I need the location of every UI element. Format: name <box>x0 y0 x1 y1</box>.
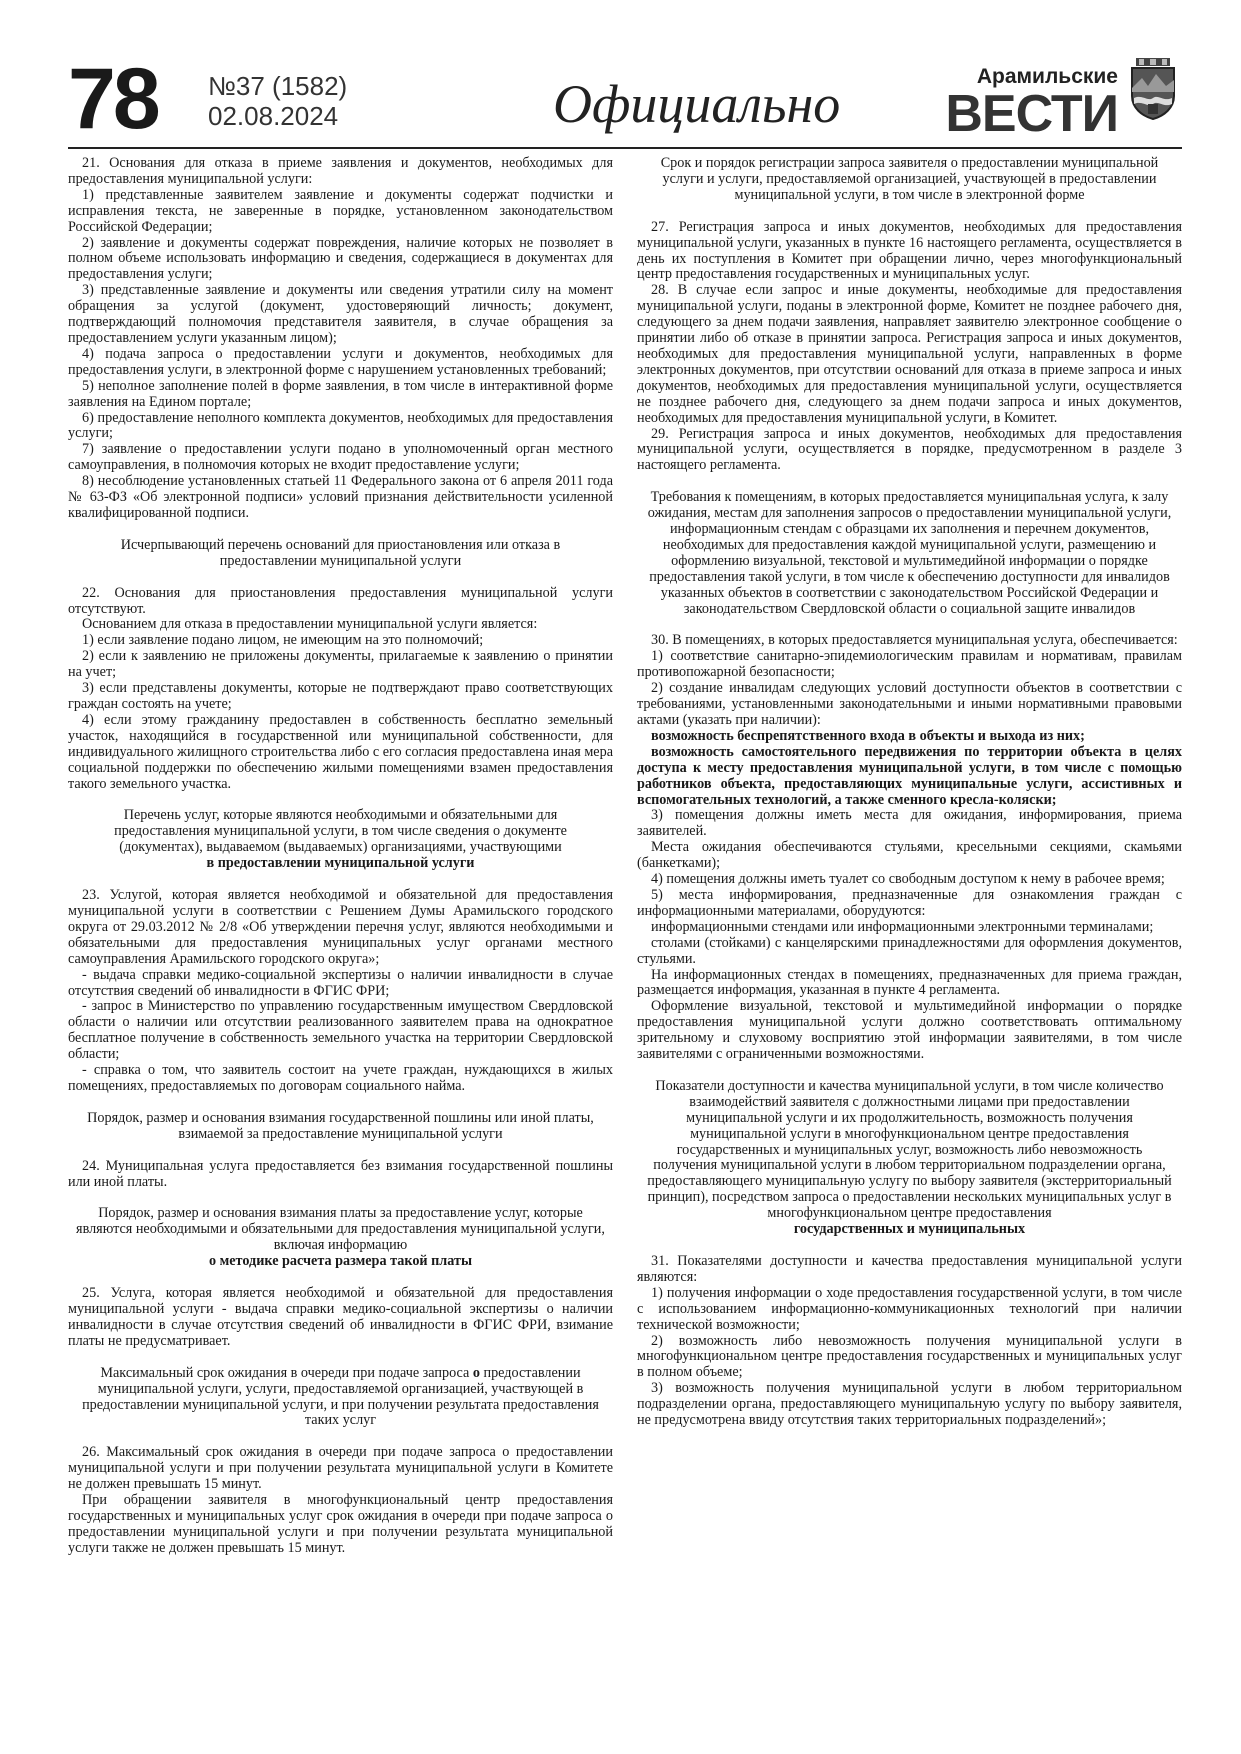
right-column <box>637 156 1182 1716</box>
paragraph-28: 28. В случае если запрос и иные документы, необходимые для предоставления муниципальной услуги, поданы в электронной форме, Комитет не позднее рабочего дня, следующего за днем подачи заявления, направляет заявителю электронное сообщение о принятии либо об отказе в принятии запроса. Регистрация запроса и иных документов, необходимых для предоставления муниципальной услуги, направленных в форме электронных документов, при отсутствии оснований для отказа в приеме запроса и иных документов, необходимых для предоставления муниципальной услуги, осуществляется не позднее рабочего дня, следующего за днем подачи запроса и иных документов, необходимых для предоставления муниципальной услуги, в Комитет. <box>637 282 1182 426</box>
page-number: 78 <box>68 51 158 147</box>
issue-date: 02.08.2024 <box>208 101 339 131</box>
logo-top-text: Арамильские <box>976 65 1118 88</box>
paragraph-23-item-2: - запрос в Министерство по управлению государственным имуществом Свердловской области о наличии или отсутствии реализованного заявителем права на однократное бесплатное получение в собственность земельного участка на территории Свердловской области; <box>68 998 613 1063</box>
paragraph-29: 29. Регистрация запроса и иных документов, необходимых для предоставления муниципальной услуги, осуществляется в порядке, предусмотренном в разделе 3 настоящего регламента. <box>637 425 1182 474</box>
newspaper-logo <box>945 58 1118 143</box>
heading-quality-indicators-text: Показатели доступности и качества муниципальной услуги, в том числе количество взаимодействий заявителя с должностными лицами при предоставлении муниципальной услуги и их продолжительность, возможность получения муниципальной услуги в многофункциональном центре предоставления государственных и муниципальных услуг, возможность либо невозможность получения муниципальной услуги в любом территориальном подразделении органа, предоставляющего муниципальную услугу по выбору заявителя (экстерриториальный принцип), посредством запроса о предоставлении нескольких муниципальных услуг в многофункциональном центре предоставления <box>647 1077 1172 1222</box>
heading-registration: Срок и порядок регистрации запроса заявителя о предоставлении муниципальной услуги и услуги, предоставляемой организацией, участвующей в предоставлении муниципальной услуги, в том числе в электронной форме <box>660 156 1159 203</box>
paragraph-30-item-2: 2) создание инвалидам следующих условий доступности объектов в соответствии с требованиями, установленными законодательными и иными нормативными правовыми актами (указать при наличии): <box>637 680 1182 728</box>
paragraph-21-item-8: 8) несоблюдение установленных статьей 11 Федерального закона от 6 апреля 2011 года № 63-ФЗ «Об электронной подписи» условий признания действительности усиленной квалифицированной подписи. <box>68 473 613 521</box>
heading-fee-calculation-bold: о методике расчета размера такой платы <box>208 1253 473 1270</box>
paragraph-23: 23. Услугой, которая является необходимой и обязательной для предоставления муниципальной услуги в соответствии с Решением Думы Арамильского городского округа от 29.03.2012 № 2/8 «Об утверждении перечня услуг, являются необходимыми и обязательными для предоставления муниципальных услуг органами местного самоуправления Арамильского городского округа»; <box>68 887 613 967</box>
paragraph-22-item-1: 1) если заявление подано лицом, не имеющим на это полномочий; <box>82 632 484 649</box>
logo-bottom-text: ВЕСТИ <box>945 85 1118 143</box>
heading-fee-calculation <box>76 1206 605 1270</box>
paragraph-30-accessibility-1: возможность беспрепятственного входа в объекты и выхода из них; <box>651 727 1085 744</box>
paragraph-21: 21. Основания для отказа в приеме заявления и документов, необходимых для предоставления муниципальной услуги: <box>68 156 613 187</box>
left-column <box>68 156 613 1716</box>
paragraph-31: 31. Показателями доступности и качества предоставления муниципальной услуги являются: <box>637 1253 1182 1285</box>
paragraph-21-item-6: 6) предоставление неполного комплекта документов, необходимых для предоставления услуги; <box>68 409 613 442</box>
paragraph-22-item-3: 3) если представлены документы, которые не подтверждают право соответствующих граждан состоять на учете; <box>68 680 613 712</box>
paragraph-30-item-5: 5) места информирования, предназначенные для ознакомления граждан с информационными материалами, оборудуются: <box>637 886 1182 919</box>
page-header <box>68 52 1182 147</box>
paragraph-31-item-1: 1) получения информации о ходе предоставления государственной услуги, в том числе с использованием информационно-коммуникационных технологий при наличии технической возможности; <box>637 1284 1182 1333</box>
paragraph-24: 24. Муниципальная услуга предоставляется без взимания государственной пошлины или иной платы. <box>68 1157 613 1190</box>
paragraph-30-desks: столами (стойками) с канцелярскими принадлежностями для оформления документов, стульями. <box>637 934 1182 967</box>
paragraph-30-accessibility-2: возможность самостоятельного передвижения по территории объекта в целях доступа к месту предоставления муниципальной услуги, в том числе с помощью работников объекта, предоставляющих муниципальные услуги, ассистивных и вспомогательных технологий, а также сменного кресла-коляски; <box>637 743 1182 808</box>
paragraph-31-item-3: 3) возможность получения муниципальной услуги в любом территориальном подразделении органа, предоставляющего муниципальную услугу по выбору заявителя, не предусмотрена ввиду отсутствия таких территориальных подразделений»; <box>637 1380 1182 1429</box>
paragraph-21-item-4: 4) подача запроса о предоставлении услуги и документов, необходимых для предоставления услуги, в электронной форме с нарушением установленных требований; <box>68 345 613 378</box>
paragraph-30-info-stands: информационными стендами или информационными электронными терминалами; <box>651 918 1154 935</box>
heading-waiting-time-bold: о <box>472 1364 480 1381</box>
paragraph-23-item-1: - выдача справки медико-социальной экспертизы о наличии инвалидности в случае отсутствия сведений об инвалидности в ФГИС ФРИ; <box>68 966 613 999</box>
paragraph-30-item-3: 3) помещения должны иметь места для ожидания, информирования, приема заявителей. <box>637 807 1182 840</box>
heading-waiting-time-part-1: Максимальный срок ожидания в очереди при подаче запроса <box>100 1364 473 1381</box>
heading-premises-requirements: Требования к помещениям, в которых предоставляется муниципальная услуга, к залу ожидания, местам для заполнения запросов о предоставлении муниципальной услуги, информационным стендам с образцами их заполнения и перечнем документов, необходимых для предоставления каждой муниципальной услуги, размещению и оформлению визуальной, текстовой и мультимедийной информации о порядке предоставления такой услуги, в том числе к обеспечению доступности для инвалидов указанных объектов в соответствии с законодательством Российской Федерации и законодательством Свердловской области о социальной защите инвалидов <box>647 489 1172 617</box>
paragraph-27: 27. Регистрация запроса и иных документов, необходимых для предоставления муниципальной услуги, указанных в пункте 16 настоящего регламента, осуществляется в день их поступления в Комитет при обращении лично, через многофункциональный центр предоставления государственных и муниципальных услуг. <box>637 218 1182 283</box>
paragraph-21-item-7: 7) заявление о предоставлении услуги подано в уполномоченный орган местного самоуправления, в полномочия которых не входит предоставление услуги; <box>68 441 613 474</box>
paragraph-22: 22. Основания для приостановления предоставления муниципальной услуги отсутствуют. <box>68 584 613 617</box>
heading-quality-indicators <box>645 1079 1174 1238</box>
paragraph-30-item-4: 4) помещения должны иметь туалет со свободным доступом к нему в рабочее время; <box>651 871 1165 888</box>
paragraph-22-item-4: 4) если этому гражданину предоставлен в собственность бесплатно земельный участок, находящийся в государственной или муниципальной собственности, для индивидуального жилищного строительства либо с его согласия предоставлена иная мера социальной поддержки по обеспечению жилыми помещениями взамен предоставления такого земельного участка. <box>68 711 613 792</box>
paragraph-30-waiting-places: Места ожидания обеспечиваются стульями, кресельными секциями, скамьями (банкетками); <box>637 839 1182 872</box>
paragraph-21-item-5: 5) неполное заполнение полей в форме заявления, в том числе в интерактивной форме заявления на Едином портале; <box>68 377 613 410</box>
heading-state-fee: Порядок, размер и основания взимания государственной пошлины или иной платы, взимаемой за предоставление муниципальной услуги <box>87 1109 594 1142</box>
issue-number: №37 (1582) <box>208 71 348 101</box>
paragraph-21-item-3: 3) представленные заявление и документы или сведения утратили силу на момент обращения за услугой (документ, удостоверяющий личность; документ, подтверждающий полномочия представителя заявителя, в случае обращения за предоставлением услуги указанным лицом); <box>68 282 613 346</box>
paragraph-23-item-3: - справка о том, что заявитель состоит на учете граждан, нуждающихся в жилых помещениях, предоставляемых по договорам социального найма. <box>68 1062 613 1094</box>
paragraph-26: 26. Максимальный срок ожидания в очереди при подаче запроса о предоставлении муниципальной услуги и при получении результата муниципальной услуги в Комитете не должен превышать 15 минут. <box>68 1444 613 1493</box>
paragraph-30-item-1: 1) соответствие санитарно-эпидемиологическим правилам и нормативам, правилам противопожарной безопасности; <box>637 648 1182 681</box>
paragraph-21-item-1: 1) представленные заявителем заявление и документы содержат подчистки и исправления текста, не заверенные в порядке, установленном законодательством Российской Федерации; <box>68 186 613 235</box>
heading-waiting-time-part-2: предоставлении муниципальной услуги, услуги, предоставляемой организацией, участвующей в предоставлении муниципальной услуги, и при получении результата предоставления таких услуг <box>82 1364 599 1429</box>
paragraph-31-item-2: 2) возможность либо невозможность получения муниципальной услуги в многофункциональном центре предоставления государственных и муниципальных услуг в полном объеме; <box>637 1332 1182 1381</box>
paragraph-22-intro: Основанием для отказа в предоставлении муниципальной услуги является: <box>82 616 538 633</box>
heading-quality-indicators-bold: государственных и муниципальных <box>793 1221 1026 1238</box>
paragraph-26-mfc: При обращении заявителя в многофункциональный центр предоставления государственных и муниципальных услуг срок ожидания в очереди при подаче запроса о предоставлении муниципальной услуги и при получении результата муниципальной услуги также не должен превышать 15 минут. <box>68 1492 613 1556</box>
section-title: Официально <box>553 74 841 134</box>
paragraph-30-design: Оформление визуальной, текстовой и мультимедийной информации о порядке предоставления муниципальной услуги должно соответствовать оптимальному зрительному и слуховому восприятию этой информации заявителями, в том числе заявителями с ограниченными возможностями. <box>637 998 1182 1063</box>
heading-waiting-time <box>76 1366 605 1430</box>
paragraph-22-item-2: 2) если к заявлению не приложены документы, прилагаемые к заявлению о принятии на учет; <box>68 648 613 681</box>
heading-fee-calculation-text: Порядок, размер и основания взимания платы за предоставление услуг, которые являются необходимыми и обязательными для предоставления муниципальной услуги, включая информацию <box>76 1205 605 1254</box>
heading-required-services-bold: в предоставлении муниципальной услуги <box>206 855 475 872</box>
paragraph-30-stand-info: На информационных стендах в помещениях, предназначенных для приема граждан, размещается информация, указанная в пункте 4 регламента. <box>637 966 1182 999</box>
heading-required-services <box>76 808 605 872</box>
header-divider <box>68 147 1182 149</box>
heading-required-services-text: Перечень услуг, которые являются необходимыми и обязательными для предоставления муниципальной услуги, в том числе сведения о документе (документах), выдаваемом (выдаваемых) организациями, участвующими <box>114 807 567 856</box>
coat-of-arms-icon <box>1128 58 1178 120</box>
heading-suspension-grounds: Исчерпывающий перечень оснований для приостановления или отказа в предоставлении муниципальной услуги <box>120 536 561 569</box>
paragraph-21-item-2: 2) заявление и документы содержат повреждения, наличие которых не позволяет в полном объеме использовать информацию и сведения, содержащиеся в документах для предоставления услуги; <box>68 234 613 283</box>
paragraph-30: 30. В помещениях, в которых предоставляется муниципальная услуга, обеспечивается: <box>651 632 1178 649</box>
paragraph-25: 25. Услуга, которая является необходимой и обязательной для предоставления муниципальной услуги - выдача справки медико-социальной экспертизы о наличии инвалидности в случае отсутствия сведений об инвалидности в ФГИС ФРИ, взимание платы не предусматривает. <box>68 1285 613 1349</box>
